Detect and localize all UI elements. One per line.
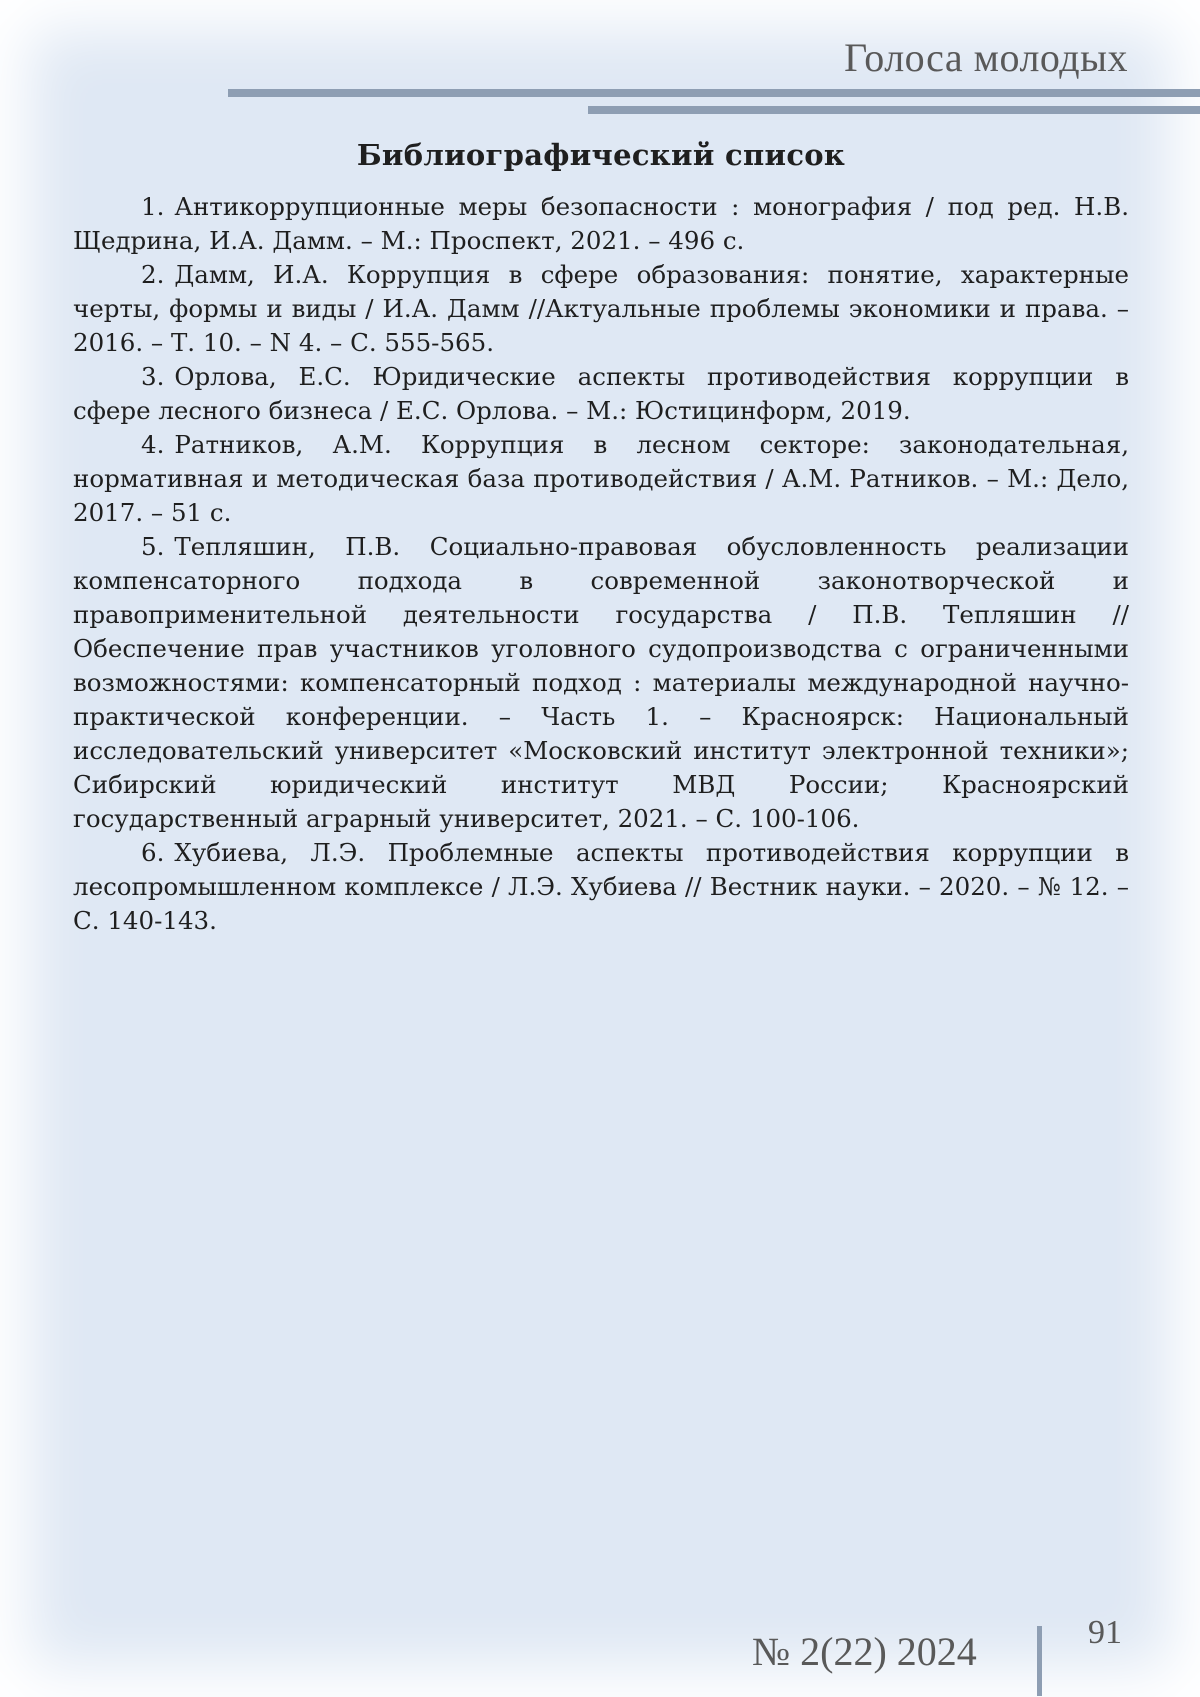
entry-number: 1. xyxy=(141,192,165,221)
entry-number: 2. xyxy=(141,260,165,289)
footer-divider xyxy=(1037,1626,1042,1696)
entry-text: Тепляшин, П.В. Социально-правовая обусловленность реализации компенсаторного подхода в современной законотворческой и правоприменительной деятельности государства / П.В. Тепляшин // Обеспечение прав участников уголовного судопроизводства с ограниченными возможностями: компенсаторный подход : материалы международной научно-практической конференции. – Часть 1. – Красноярск: Национальный исследовательский университет «Московский институт электронной техники»; Сибирский юридический институт МВД России; Красноярский государственный аграрный университет, 2021. – С. 100-106. xyxy=(73,532,1129,833)
entry-number: 5. xyxy=(141,532,165,561)
entry-text: Хубиева, Л.Э. Проблемные аспекты противодействия коррупции в лесопромышленном комплексе / Л.Э. Хубиева // Вестник науки. – 2020. – № 12. – С. 140-143. xyxy=(73,838,1129,935)
main-content xyxy=(73,138,1129,938)
entry-number: 6. xyxy=(141,838,165,867)
bibliography-entry xyxy=(73,258,1129,360)
entry-text: Дамм, И.А. Коррупция в сфере образования: понятие, характерные черты, формы и виды / И.А. Дамм //Актуальные проблемы экономики и права. – 2016. – Т. 10. – N 4. – С. 555-565. xyxy=(73,260,1129,357)
bibliography-entry xyxy=(73,836,1129,938)
bibliography-list xyxy=(73,190,1129,938)
entry-text: Орлова, Е.С. Юридические аспекты противодействия коррупции в сфере лесного бизнеса / Е.С. Орлова. – М.: Юстицинформ, 2019. xyxy=(73,362,1129,425)
page-number: 91 xyxy=(1088,1614,1122,1651)
entry-text: Антикоррупционные меры безопасности : монография / под ред. Н.В. Щедрина, И.А. Дамм. – М.: Проспект, 2021. – 496 с. xyxy=(73,192,1129,255)
running-head-title: Голоса молодых xyxy=(844,35,1128,80)
entry-text: Ратников, А.М. Коррупция в лесном секторе: законодательная, нормативная и методическая база противодействия / А.М. Ратников. – М.: Дело, 2017. – 51 с. xyxy=(73,430,1129,527)
entry-number: 4. xyxy=(141,430,165,459)
bibliography-entry xyxy=(73,190,1129,258)
header-rule-bottom xyxy=(588,106,1200,114)
bibliography-entry xyxy=(73,530,1129,836)
journal-issue-label: № 2(22) 2024 xyxy=(752,1629,977,1674)
header-rule-top xyxy=(228,89,1200,97)
entry-number: 3. xyxy=(141,362,165,391)
bibliography-entry xyxy=(73,428,1129,530)
bibliography-entry xyxy=(73,360,1129,428)
bibliography-heading: Библиографический список xyxy=(356,138,846,172)
